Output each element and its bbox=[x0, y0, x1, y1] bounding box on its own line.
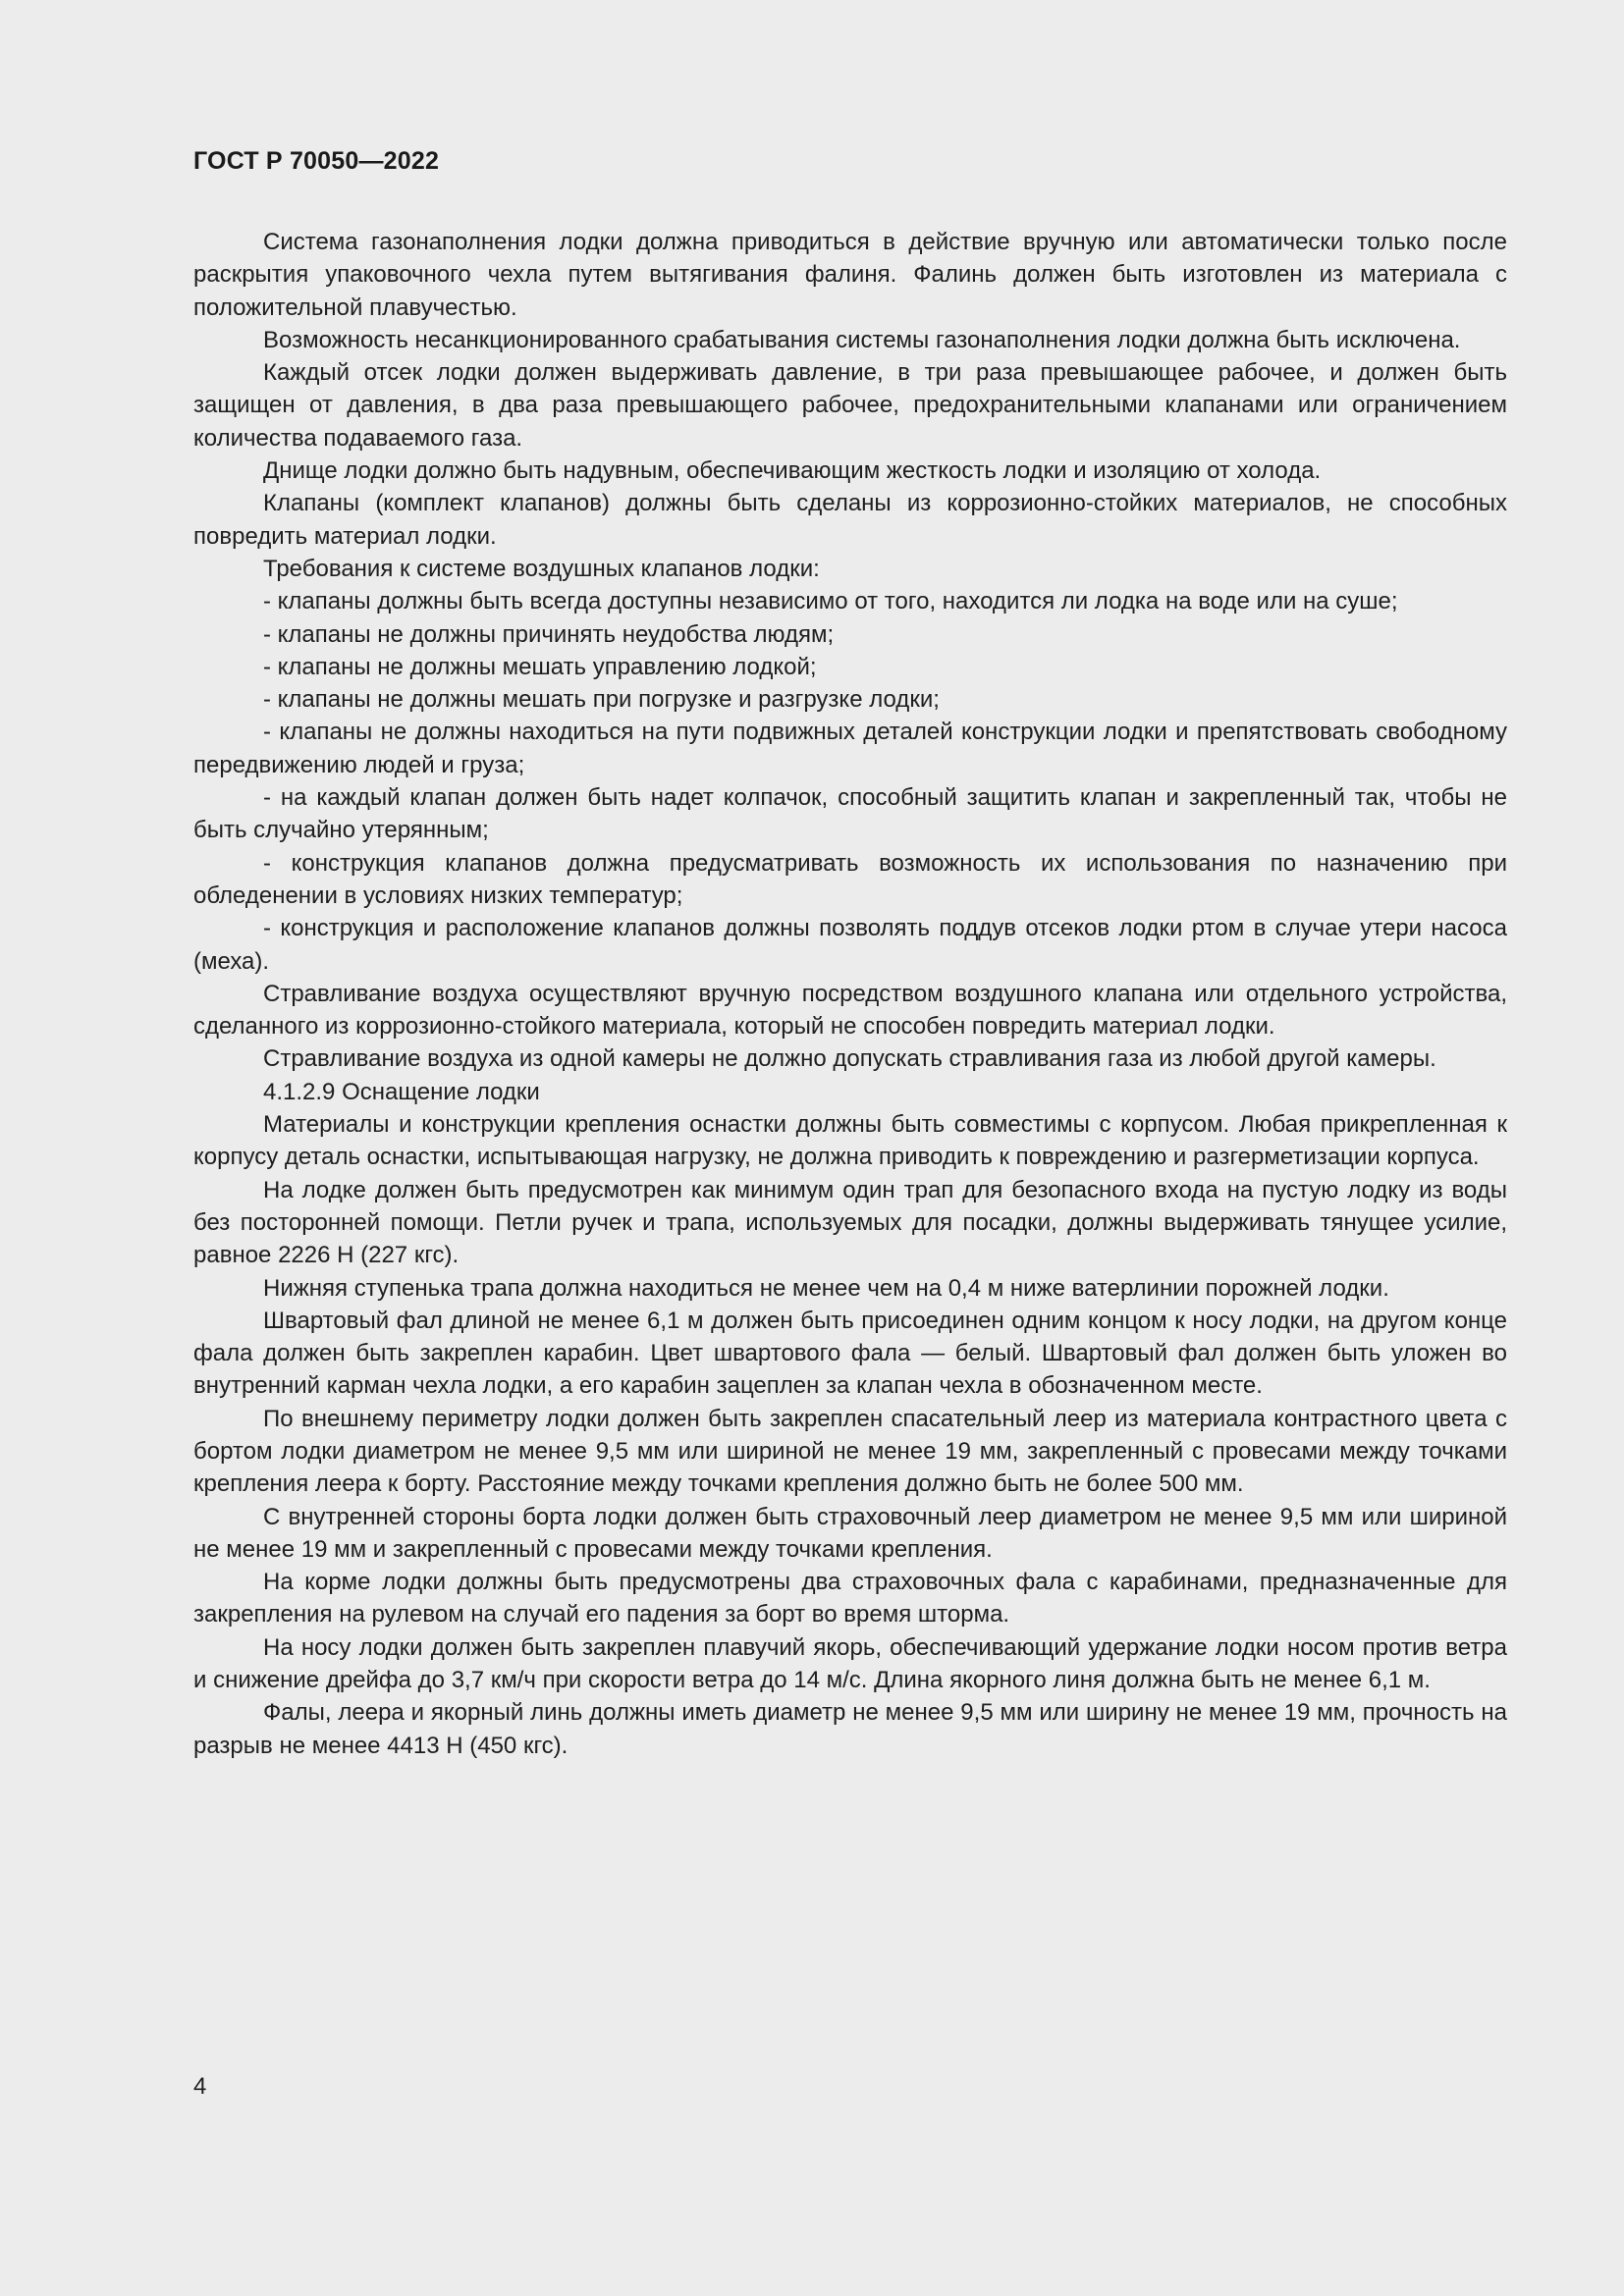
paragraph: Система газонаполнения лодки должна приводиться в действие вручную или автоматически только после раскрытия упаковочного чехла путем вытягивания фалиня. Фалинь должен быть изготовлен из материала с положительной плавучестью. bbox=[193, 229, 1507, 321]
section-heading: 4.1.2.9 Оснащение лодки bbox=[263, 1078, 540, 1105]
paragraph: Днище лодки должно быть надувным, обеспечивающим жесткость лодки и изоляцию от холода. bbox=[263, 457, 1322, 485]
paragraph: По внешнему периметру лодки должен быть закреплен спасательный леер из материала контрастного цвета с бортом лодки диаметром не менее 9,5 мм или шириной не менее 19 мм, закрепленный с провесами между точками крепления леера к борту. Расстояние между точками крепления должно быть не более 500 мм. bbox=[193, 1405, 1507, 1498]
document-body bbox=[193, 226, 1507, 1762]
paragraph: Швартовый фал длиной не менее 6,1 м должен быть присоединен одним концом к носу лодки, на другом конце фала должен быть закреплен карабин. Цвет швартового фала — белый. Швартовый фал должен быть уложен во внутренний карман чехла лодки, а его карабин зацеплен за клапан чехла в обозначенном месте. bbox=[193, 1307, 1507, 1400]
paragraph: Каждый отсек лодки должен выдерживать давление, в три раза превышающее рабочее, и должен быть защищен от давления, в два раза превышающего рабочее, предохранительными клапанами или ограничением количества подаваемого газа. bbox=[193, 359, 1507, 452]
list-item: - клапаны должны быть всегда доступны независимо от того, находится ли лодка на воде или на суше; bbox=[263, 588, 1398, 615]
list-item: - клапаны не должны мешать управлению лодкой; bbox=[263, 653, 817, 680]
paragraph: Фалы, леера и якорный линь должны иметь диаметр не менее 9,5 мм или ширину не менее 19 мм, прочность на разрыв не менее 4413 Н (450 кгс). bbox=[193, 1699, 1507, 1759]
list-item: - конструкция клапанов должна предусматривать возможность их использования по назначению при обледенении в условиях низких температур; bbox=[193, 849, 1507, 909]
list-item: - клапаны не должны причинять неудобства людям; bbox=[263, 620, 835, 648]
paragraph: Нижняя ступенька трапа должна находиться не менее чем на 0,4 м ниже ватерлинии порожней лодки. bbox=[263, 1274, 1389, 1302]
paragraph: Возможность несанкционированного срабатывания системы газонаполнения лодки должна быть исключена. bbox=[263, 326, 1461, 353]
paragraph: Материалы и конструкции крепления оснастки должны быть совместимы с корпусом. Любая прикрепленная к корпусу деталь оснастки, испытывающая нагрузку, не должна приводить к повреждению и разгерметизации корпуса. bbox=[193, 1111, 1507, 1171]
list-item: - конструкция и расположение клапанов должны позволять поддув отсеков лодки ртом в случае утери насоса (меха). bbox=[193, 915, 1507, 975]
document-code-header: ГОСТ Р 70050—2022 bbox=[193, 147, 440, 175]
page-number: 4 bbox=[193, 2073, 207, 2100]
list-item: - клапаны не должны находиться на пути подвижных деталей конструкции лодки и препятствовать свободному передвижению людей и груза; bbox=[193, 719, 1507, 778]
paragraph: На лодке должен быть предусмотрен как минимум один трап для безопасного входа на пустую лодку из воды без посторонней помощи. Петли ручек и трапа, используемых для посадки, должны выдерживать тянущее усилие, равное 2226 Н (227 кгс). bbox=[193, 1176, 1507, 1269]
paragraph: Стравливание воздуха осуществляют вручную посредством воздушного клапана или отдельного устройства, сделанного из коррозионно-стойкого материала, который не способен повредить материал лодки. bbox=[193, 980, 1507, 1041]
paragraph: Стравливание воздуха из одной камеры не должно допускать стравливания газа из любой другой камеры. bbox=[263, 1045, 1436, 1073]
paragraph: На корме лодки должны быть предусмотрены два страховочных фала с карабинами, предназначенные для закрепления на рулевом на случай его падения за борт во время шторма. bbox=[193, 1569, 1507, 1629]
list-item: - на каждый клапан должен быть надет колпачок, способный защитить клапан и закрепленный так, чтобы не быть случайно утерянным; bbox=[193, 784, 1507, 844]
list-item: - клапаны не должны мешать при погрузке и разгрузке лодки; bbox=[263, 686, 940, 714]
paragraph: Требования к системе воздушных клапанов лодки: bbox=[263, 555, 820, 582]
paragraph: Клапаны (комплект клапанов) должны быть сделаны из коррозионно-стойких материалов, не способных повредить материал лодки. bbox=[193, 490, 1507, 550]
paragraph: С внутренней стороны борта лодки должен быть страховочный леер диаметром не менее 9,5 мм или шириной не менее 19 мм и закрепленный с провесами между точками крепления. bbox=[193, 1503, 1507, 1563]
paragraph: На носу лодки должен быть закреплен плавучий якорь, обеспечивающий удержание лодки носом против ветра и снижение дрейфа до 3,7 км/ч при скорости ветра до 14 м/с. Длина якорного линя должна быть не менее 6,1 м. bbox=[193, 1633, 1507, 1694]
